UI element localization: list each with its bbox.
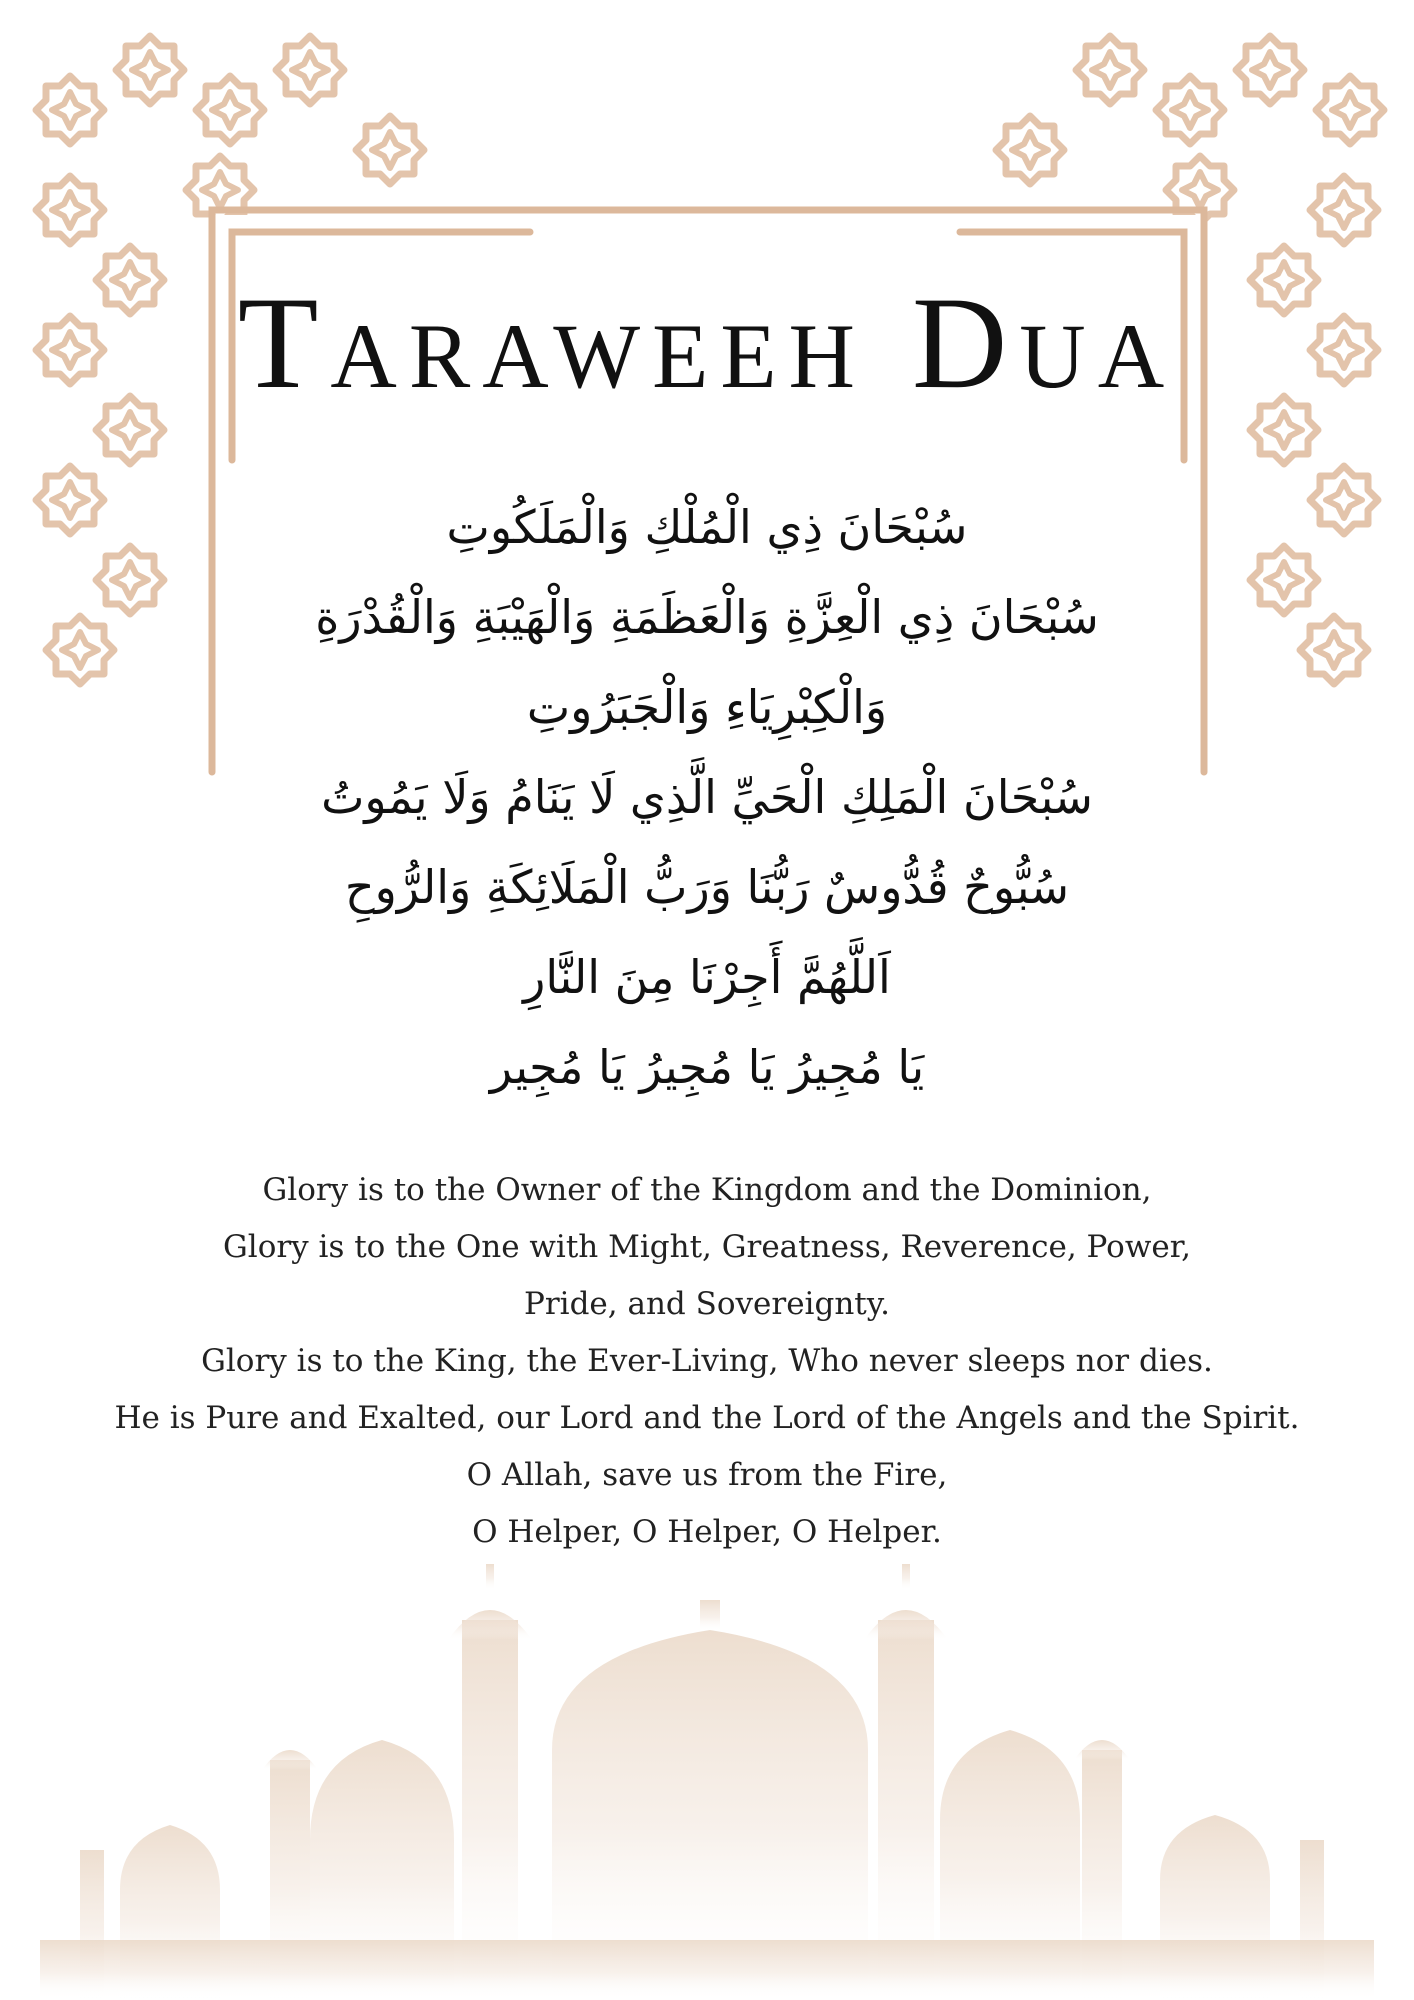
translation-line: He is Pure and Exalted, our Lord and the Lord of the Angels and the Spirit. [114,1400,1300,1436]
arabic-line: يَا مُجِيرُ يَا مُجِيرُ يَا مُجِير [489,1040,925,1094]
mosque-skyline-decoration [0,1560,1414,2000]
arabic-dua-text [220,482,1194,1112]
top-pattern-band [36,36,1384,224]
translation-line: Glory is to the Owner of the Kingdom and the Dominion, [262,1172,1152,1208]
translation-line: Pride, and Sovereignty. [524,1286,890,1322]
arabic-line: سُبْحَانَ ذِي الْعِزَّةِ وَالْعَظَمَةِ وَالْهَيْبَةِ وَالْقُدْرَةِ [315,590,1099,644]
translation-line: O Allah, save us from the Fire, [466,1457,948,1493]
page-title: Taraweeh Dua [237,269,1177,416]
translation-line: Glory is to the One with Might, Greatness, Reverence, Power, [223,1229,1191,1265]
arabic-line: اَللَّهُمَّ أَجِرْنَا مِنَ النَّارِ [523,950,891,1004]
translation-line: Glory is to the King, the Ever-Living, Who never sleeps nor dies. [201,1343,1213,1379]
arabic-line: سُبُّوحٌ قُدُّوسٌ رَبُّنَا وَرَبُّ الْمَلَائِكَةِ وَالرُّوحِ [344,860,1070,914]
arabic-line: سُبْحَانَ ذِي الْمُلْكِ وَالْمَلَكُوتِ [446,500,968,554]
arabic-line: وَالْكِبْرِيَاءِ وَالْجَبَرُوتِ [526,680,888,734]
translation-line: O Helper, O Helper, O Helper. [472,1514,942,1550]
right-pattern-column [1250,176,1378,684]
left-pattern-column [36,176,164,684]
english-translation [40,1162,1374,1561]
arabic-line: سُبْحَانَ الْمَلِكِ الْحَيِّ الَّذِي لَا يَنَامُ وَلَا يَمُوتُ [321,770,1093,824]
